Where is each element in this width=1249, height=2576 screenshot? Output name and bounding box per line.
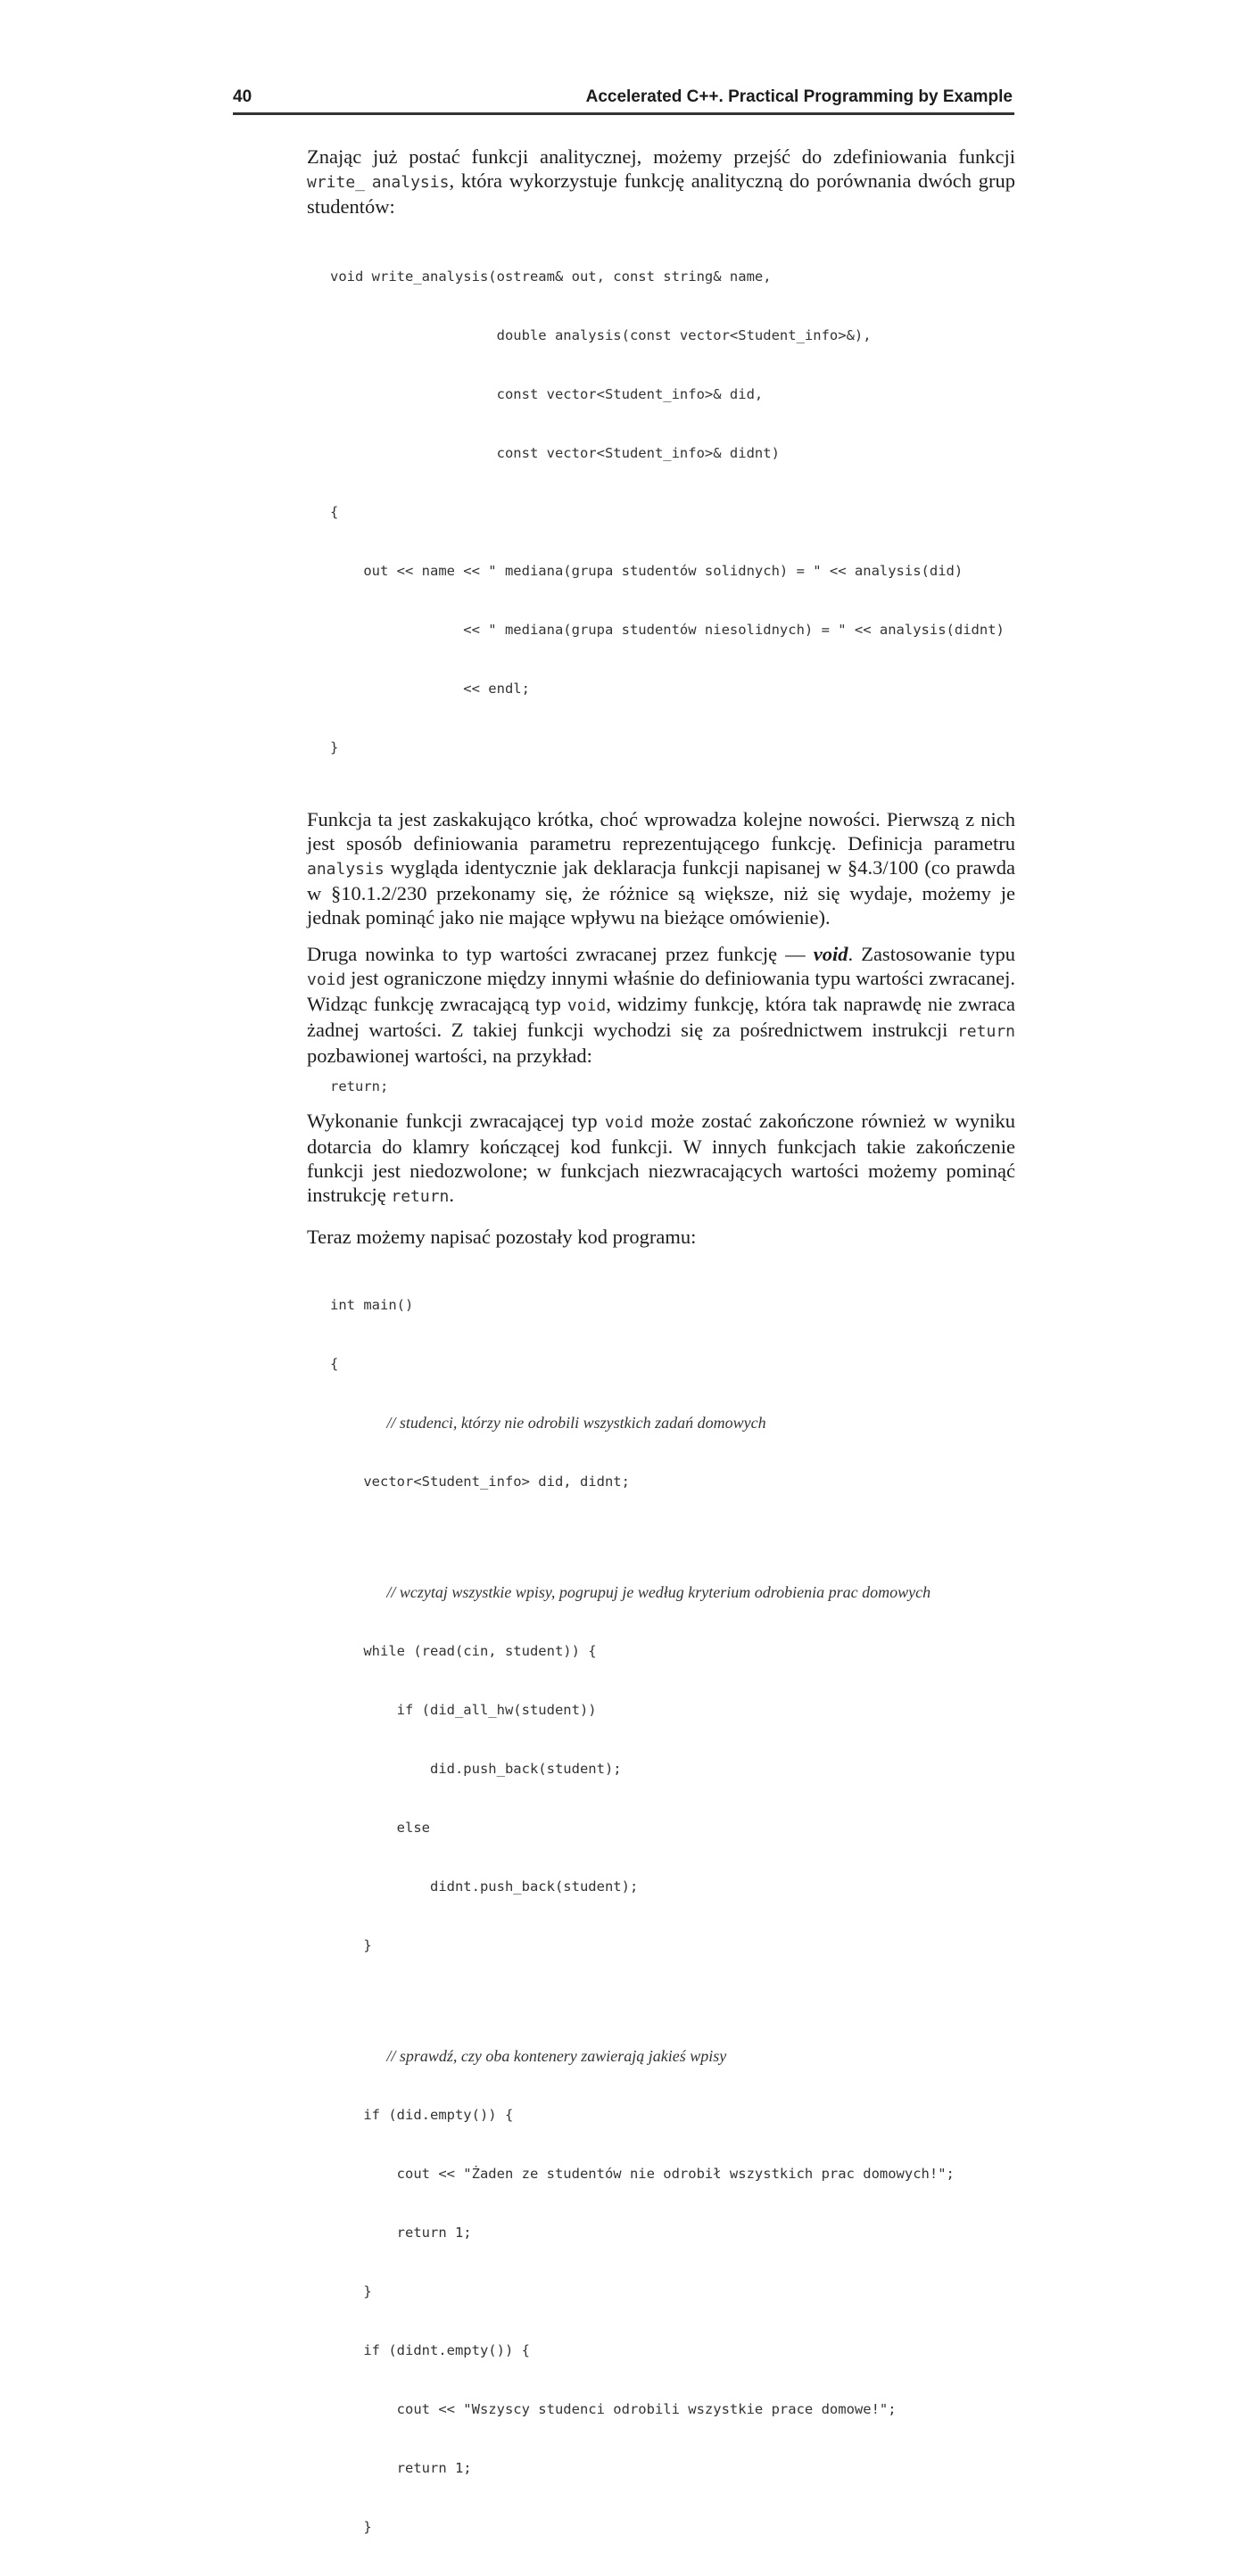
code-line: if (didnt.empty()) { xyxy=(330,2342,530,2358)
code-comment xyxy=(353,1413,1038,1432)
code-comment xyxy=(353,2046,1038,2066)
code-line: << endl; xyxy=(330,681,530,697)
code-line: return 1; xyxy=(330,2460,472,2476)
code-line: } xyxy=(330,739,339,755)
code-line: } xyxy=(330,2519,372,2535)
text-run: . xyxy=(449,1184,455,1206)
code-line: const vector<Student_info>& did, xyxy=(330,386,764,402)
code-line: cout << "Wszyscy studenci odrobili wszystkie prace domowe!"; xyxy=(330,2401,897,2417)
paragraph-intro xyxy=(307,144,1015,219)
code-line: return; xyxy=(330,1078,389,1094)
code-line: << " mediana(grupa studentów niesolidnych) = " << analysis(didnt) xyxy=(330,622,1005,638)
code-line: } xyxy=(330,1937,372,1953)
comment-text: // studenci, którzy nie odrobili wszystkich zadań domowych xyxy=(386,1414,766,1432)
text-run: Znając już postać funkcji analitycznej, możemy przejść do zdefiniowania funkcji xyxy=(307,145,1015,168)
text-run: jest ograniczone między innymi właśnie do definiowania typu wartości zwracanej. Widząc funkcję zwracającą typ xyxy=(307,967,1015,1015)
code-line: double analysis(const vector<Student_info>&), xyxy=(330,327,872,343)
code-line: return 1; xyxy=(330,2225,472,2241)
code-gap xyxy=(330,1531,1015,1543)
paragraph-remaining-code: Teraz możemy napisać pozostały kod programu: xyxy=(307,1226,697,1248)
code-line: if (did.empty()) { xyxy=(330,2107,514,2123)
code-line: out << name << " mediana(grupa studentów solidnych) = " << analysis(did) xyxy=(330,563,964,579)
inline-code: void xyxy=(567,996,607,1015)
code-line: while (read(cin, student)) { xyxy=(330,1643,597,1659)
inline-code: void xyxy=(307,970,346,989)
code-line: { xyxy=(330,504,339,520)
inline-code: analysis xyxy=(371,173,450,192)
inline-code: write_ xyxy=(307,173,366,192)
text-run: wygląda identycznie jak deklaracja funkcji napisanej w §4.3/100 (co prawda w §10.1.2/230 przekonamy się, że różnice są większe, niż się wydaje, możemy je jednak pominąć jako nie mające wpływu na bieżące omówienie). xyxy=(307,856,1015,929)
emphasis: void xyxy=(813,943,848,965)
code-line: } xyxy=(330,2283,372,2299)
text-run: . Zastosowanie typu xyxy=(848,943,1015,965)
code-line: vector<Student_info> did, didnt; xyxy=(330,1474,630,1490)
inline-code: void xyxy=(604,1113,644,1132)
text-run: pozbawionej wartości, na przykład: xyxy=(307,1044,592,1067)
code-comment xyxy=(353,1582,1038,1602)
paragraph-void-termination xyxy=(307,1109,1015,1209)
code-line: void write_analysis(ostream& out, const string& name, xyxy=(330,268,772,285)
book-title: Accelerated C++. Practical Programming by Example xyxy=(585,87,1013,106)
comment-text: // sprawdź, czy oba kontenery zawierają jakieś wpisy xyxy=(386,2047,727,2065)
code-line: did.push_back(student); xyxy=(330,1761,622,1777)
code-line: { xyxy=(330,1356,339,1372)
code-block-main xyxy=(330,1256,1015,2576)
code-gap xyxy=(330,1994,1015,2007)
text-run: może zostać zakończone również w wyniku dotarcia do klamry kończącej kod funkcji. W innych funkcjach takie zakończenie funkcji jest niedozwolone; w funkcjach niezwracających wartości możemy pominąć instrukcję xyxy=(307,1110,1015,1206)
code-line: didnt.push_back(student); xyxy=(330,1878,639,1895)
inline-code: analysis xyxy=(307,860,385,879)
code-line: if (did_all_hw(student)) xyxy=(330,1702,597,1718)
text-run: , która wykorzystuje funkcję analityczną do porównania dwóch grup studentów: xyxy=(307,169,1015,218)
text-run: Druga nowinka to typ wartości zwracanej przez funkcję — xyxy=(307,943,814,965)
inline-code: return xyxy=(391,1187,450,1206)
code-block-return xyxy=(330,1077,1015,1096)
code-line: cout << "Żaden ze studentów nie odrobił wszystkich prac domowych!"; xyxy=(330,2166,955,2182)
paragraph-function-parameter xyxy=(307,807,1015,929)
code-line: int main() xyxy=(330,1297,414,1313)
comment-text: // wczytaj wszystkie wpisy, pogrupuj je według kryterium odrobienia prac domowych xyxy=(386,1583,931,1601)
code-block-write-analysis xyxy=(330,227,1015,797)
page-body xyxy=(307,144,1015,2576)
text-run: , widzimy funkcję, która tak naprawdę nie zwraca żadnej wartości. Z takiej funkcji wychodzi się za pośrednictwem instrukcji xyxy=(307,993,1015,1041)
code-line: else xyxy=(330,1820,430,1836)
page-header xyxy=(233,87,1014,115)
page-number: 40 xyxy=(233,87,252,106)
code-line: const vector<Student_info>& didnt) xyxy=(330,445,780,461)
text-run: Wykonanie funkcji zwracającej typ xyxy=(307,1110,605,1132)
paragraph-void-type xyxy=(307,942,1015,1068)
inline-code: return xyxy=(956,1022,1015,1041)
text-run: Funkcja ta jest zaskakująco krótka, choć wprowadza kolejne nowości. Pierwszą z nich jest sposób definiowania parametru reprezentującego funkcję. Definicja parametru xyxy=(307,808,1015,855)
